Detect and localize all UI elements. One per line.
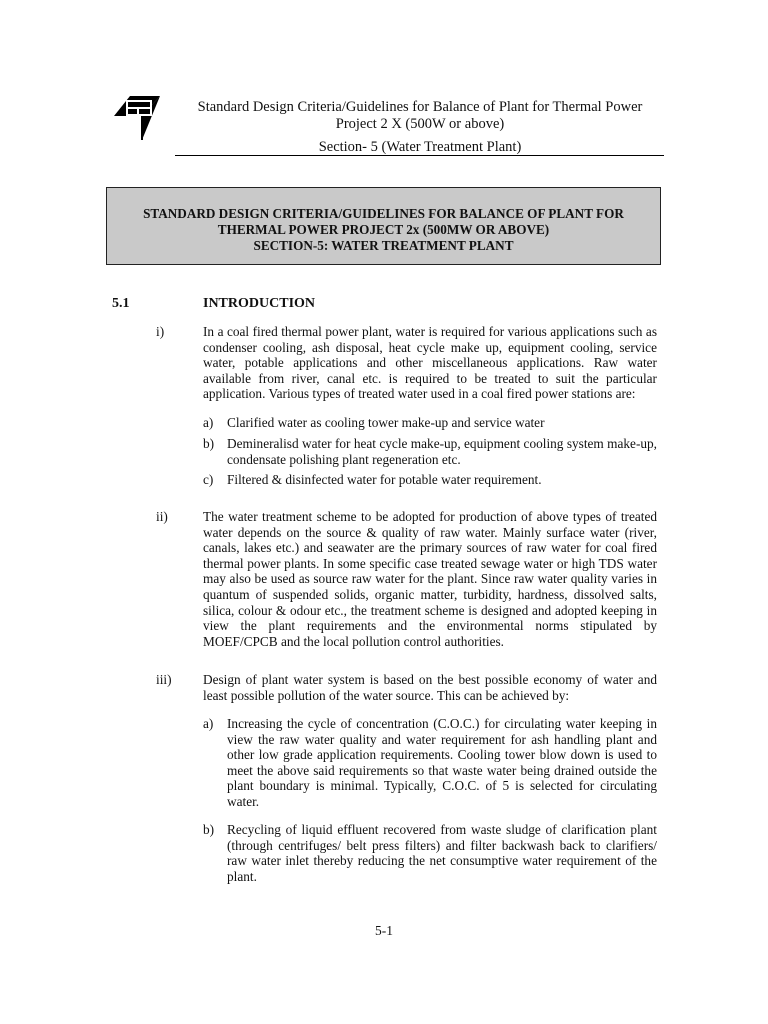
item-ii-paragraph: The water treatment scheme to be adopted for production of above types of treated water depends on the source & quality of raw water. Mainly surface water (river, canals, lakes etc.) and seawater are the primary sources of raw water for coal fired thermal power plants. In some specific case treated sewage water or high TDS water may also be used as source raw water for the plant. Since raw water quality varies in quantum of suspended solids, organic matter, turbidity, hardness, dissolved salts, silica, colour & odour etc., the treatment scheme is designed and adopted keeping in view the plant requirements and the environmental norms stipulated by MOEF/CPCB and the local pollution control authorities. [203, 509, 657, 649]
header-title-line-1: Standard Design Criteria/Guidelines for Balance of Plant for Thermal Power [197, 99, 643, 115]
item-iii-label: iii) [156, 672, 172, 687]
item-iii-sub-a [203, 716, 657, 810]
item-i-sub-a [203, 415, 657, 431]
item-i-sub-b [203, 436, 657, 467]
title-box-line-2: THERMAL POWER PROJECT 2x (500MW OR ABOVE) [217, 222, 550, 237]
sub-text: Recycling of liquid effluent recovered from waste sludge of clarification plant (through centrifuges/ belt press filters) and filter backwash back to clarifiers/ raw water inlet thereby reducing the net consumptive water requirement of the plant. [227, 822, 657, 884]
organization-logo-icon [112, 90, 172, 142]
page-number: 5-1 [375, 923, 393, 938]
title-box-line-1: STANDARD DESIGN CRITERIA/GUIDELINES FOR BALANCE OF PLANT FOR [143, 206, 624, 221]
header-section-label: Section- 5 (Water Treatment Plant) [318, 139, 522, 155]
sub-text: Demineralisd water for heat cycle make-up, equipment cooling system make-up, condensate polishing plant regeneration etc. [227, 436, 657, 467]
sub-text: Filtered & disinfected water for potable water requirement. [227, 472, 542, 487]
section-title: INTRODUCTION [203, 296, 316, 311]
item-i-sub-c [203, 472, 657, 488]
item-iii-sub-b [203, 822, 657, 884]
sub-label: b) [203, 822, 215, 837]
item-ii-label: ii) [156, 509, 168, 524]
header-rule [175, 155, 664, 156]
header-title-line-2: Project 2 X (500W or above) [335, 116, 505, 132]
title-box-line-3: SECTION-5: WATER TREATMENT PLANT [253, 238, 514, 253]
title-box [106, 187, 661, 265]
section-number: 5.1 [112, 296, 130, 311]
sub-text: Increasing the cycle of concentration (C.O.C.) for circulating water keeping in view the raw water quality and water requirement for ash handling plant and other low grade application requirements. Cooling tower blow down is used to meet the above said requirements so that waste water being drained outside the plant boundary is minimal. Typically, C.O.C. of 5 is selected for circulating water. [227, 716, 657, 809]
sub-label: a) [203, 716, 214, 731]
item-i-label: i) [156, 324, 165, 339]
sub-label: b) [203, 436, 215, 451]
sub-label: a) [203, 415, 214, 430]
item-iii-paragraph: Design of plant water system is based on the best possible economy of water and least possible pollution of the water source. This can be achieved by: [203, 672, 657, 703]
item-i-paragraph: In a coal fired thermal power plant, water is required for various applications such as condenser cooling, ash disposal, heat cycle make up, equipment cooling, service water, potable applications and other miscellaneous applications. Raw water available from river, canal etc. is required to be treated to suit the particular application. Various types of treated water used in a coal fired power stations are: [203, 324, 657, 402]
sub-label: c) [203, 472, 214, 487]
sub-text: Clarified water as cooling tower make-up and service water [227, 415, 545, 430]
